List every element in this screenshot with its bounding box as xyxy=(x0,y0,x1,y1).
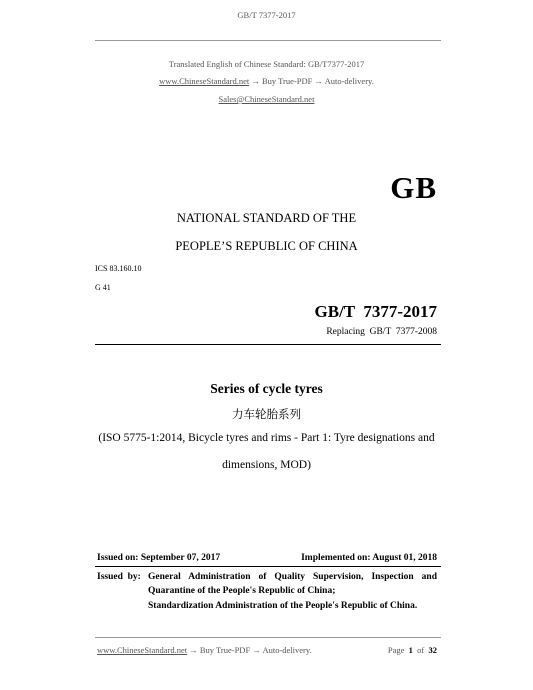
footer-purchase-line xyxy=(97,645,312,655)
title-cn: 力车轮胎系列 xyxy=(232,407,301,421)
cover-rule-top xyxy=(95,344,441,345)
footer-divider xyxy=(95,637,441,638)
cover-rule-bottom xyxy=(95,566,441,567)
email-line xyxy=(0,94,533,104)
email-link[interactable]: Sales@ChineseStandard.net xyxy=(218,94,315,104)
page-of: of xyxy=(417,645,425,655)
page-indicator xyxy=(388,645,437,655)
issued-by-label: Issued by: xyxy=(97,572,141,582)
issued-by-line2: Quarantine of the People's Republic of China; xyxy=(148,586,336,596)
gb-mark: GB xyxy=(390,170,437,205)
footer-website-link[interactable]: www.ChineseStandard.net xyxy=(97,645,188,655)
footer-purchase-text: → Buy True-PDF → Auto-delivery. xyxy=(189,645,312,655)
iso-reference-line1: (ISO 5775-1:2014, Bicycle tyres and rims - Part 1: Tyre designations and xyxy=(98,432,435,444)
national-standard-line1: NATIONAL STANDARD OF THE xyxy=(176,211,357,225)
standard-number: GB/T 7377-2017 xyxy=(314,302,437,321)
header-divider xyxy=(95,40,441,41)
page-label: Page xyxy=(387,645,405,655)
purchase-text: → Buy True-PDF → Auto-delivery. xyxy=(251,76,374,86)
purchase-line xyxy=(0,76,533,86)
iso-reference-line2: dimensions, MOD) xyxy=(222,459,311,471)
issued-on: Issued on: September 07, 2017 xyxy=(97,553,221,563)
title-en: Series of cycle tyres xyxy=(210,381,323,396)
website-link[interactable]: www.ChineseStandard.net xyxy=(159,76,250,86)
translation-notice: Translated English of Chinese Standard: GB/T7377-2017 xyxy=(168,59,365,69)
replacing-note: Replacing GB/T 7377-2008 xyxy=(326,327,437,337)
implemented-on: Implemented on: August 01, 2018 xyxy=(301,553,437,563)
ccs-code: G 41 xyxy=(95,283,111,292)
page-current: 1 xyxy=(408,645,413,655)
issued-by-line3: Standardization Administration of the People's Republic of China. xyxy=(148,601,418,611)
issued-by-line1: General Administration of Quality Supervision, Inspection and xyxy=(148,572,437,582)
ics-code: ICS 83.160.10 xyxy=(95,264,142,273)
national-standard-line2: PEOPLE’S REPUBLIC OF CHINA xyxy=(175,239,358,253)
running-header: GB/T 7377-2017 xyxy=(237,10,296,20)
page-total: 32 xyxy=(428,645,437,655)
